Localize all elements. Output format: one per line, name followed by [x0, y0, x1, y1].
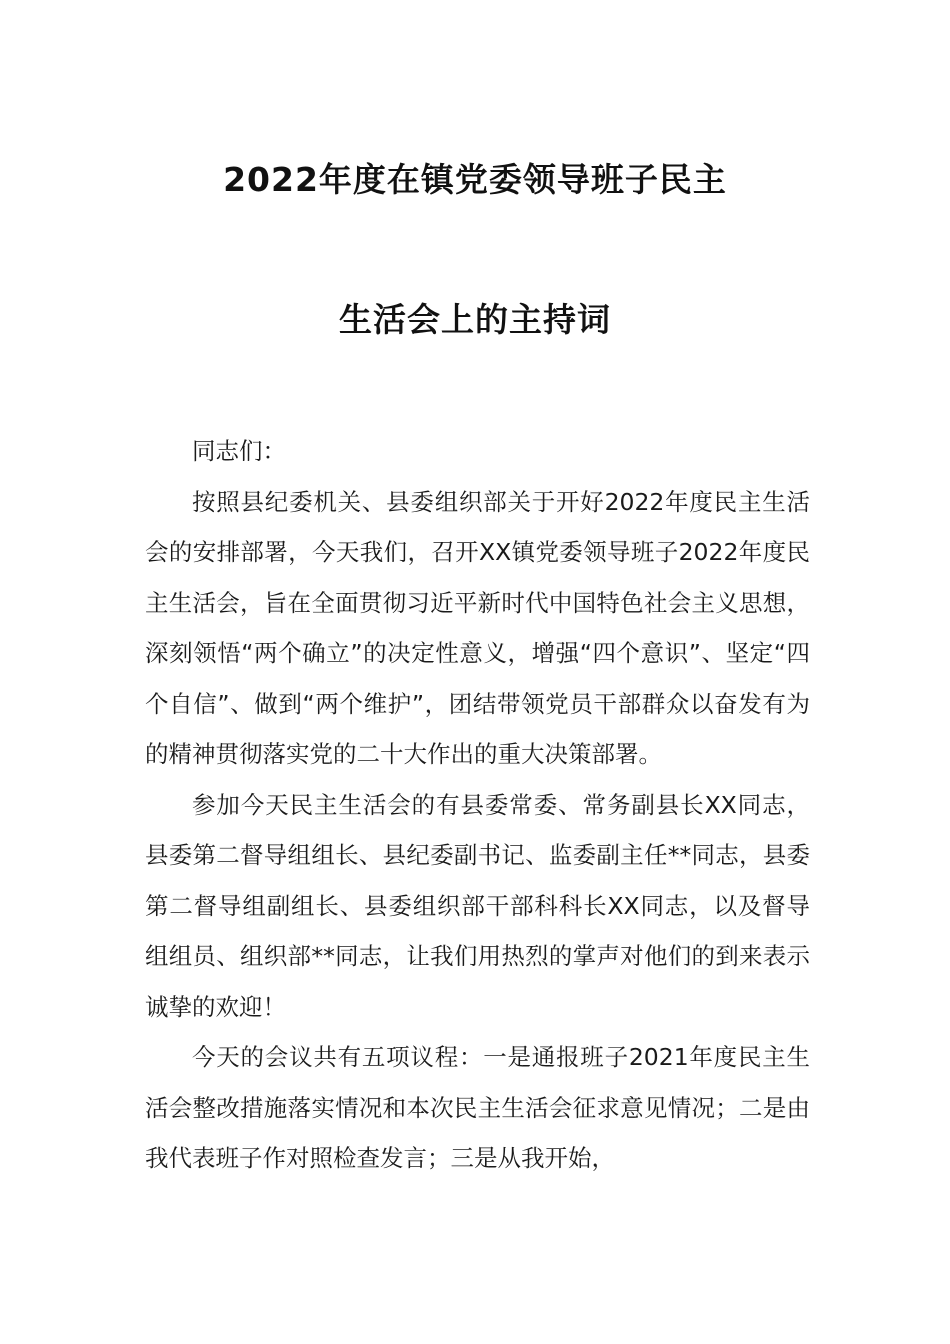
document-title-line-2: 生活会上的主持词	[339, 300, 611, 339]
salutation: 同志们：	[192, 437, 286, 465]
document-body	[145, 426, 810, 1184]
paragraph-2: 参加今天民主生活会的有县委常委、常务副县长XX同志，县委第二督导组组长、县纪委副书记、监委副主任**同志，县委第二督导组副组长、县委组织部干部科科长XX同志，以及督导组组员、组织部**同志，让我们用热烈的掌声对他们的到来表示诚挚的欢迎！	[145, 790, 810, 1021]
document-title-line-1: 2022年度在镇党委领导班子民主	[223, 160, 727, 199]
paragraph-3: 今天的会议共有五项议程：一是通报班子2021年度民主生活会整改措施落实情况和本次民主生活会征求意见情况；二是由我代表班子作对照检查发言；三是从我开始，	[145, 1043, 810, 1172]
paragraph-1: 按照县纪委机关、县委组织部关于开好2022年度民主生活会的安排部署，今天我们，召开XX镇党委领导班子2022年度民主生活会，旨在全面贯彻习近平新时代中国特色社会主义思想，深刻领悟“两个确立”的决定性意义，增强“四个意识”、坚定“四个自信”、做到“两个维护”，团结带领党员干部群众以奋发有为的精神贯彻落实党的二十大作出的重大决策部署。	[145, 487, 810, 768]
